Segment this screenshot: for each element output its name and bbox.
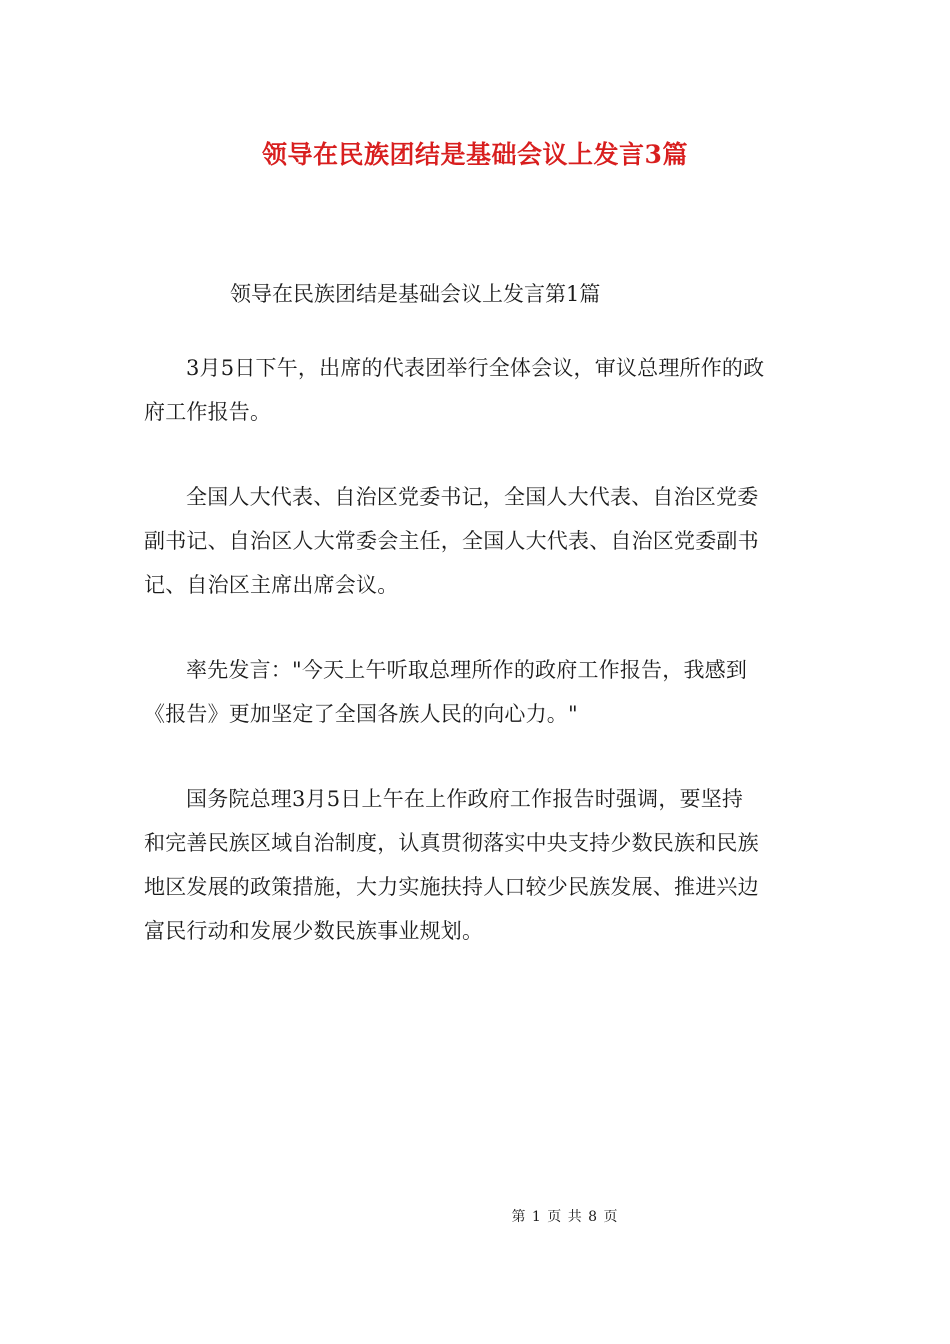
page-number-footer: 第 1 页 共 8 页 [511,1209,619,1225]
paragraph [144,346,808,434]
document-title: 领导在民族团结是基础会议上发言3篇 [262,140,688,169]
document-body [144,346,808,994]
paragraph [144,777,808,953]
paragraph-line: 副书记、自治区人大常委会主任，全国人大代表、自治区党委副书 [144,529,759,553]
paragraph-line: 府工作报告。 [144,400,272,424]
paragraph [144,475,808,607]
paragraph-line: 富民行动和发展少数民族事业规划。 [144,919,484,943]
paragraph [144,648,808,736]
paragraph-line: 记、自治区主席出席会议。 [144,573,399,597]
paragraph-line: 3月5日下午，出席的代表团举行全体会议，审议总理所作的政 [186,356,765,380]
paragraph-line: 《报告》更加坚定了全国各族人民的向心力。" [144,702,578,726]
paragraph-line: 和完善民族区域自治制度，认真贯彻落实中央支持少数民族和民族 [144,831,759,855]
section-heading: 领导在民族团结是基础会议上发言第1篇 [230,282,601,306]
paragraph-line: 国务院总理3月5日上午在上作政府工作报告时强调，要坚持 [186,787,744,811]
paragraph-line: 率先发言："今天上午听取总理所作的政府工作报告，我感到 [186,658,748,682]
paragraph-line: 全国人大代表、自治区党委书记，全国人大代表、自治区党委 [186,485,759,509]
paragraph-line: 地区发展的政策措施，大力实施扶持人口较少民族发展、推进兴边 [144,875,759,899]
